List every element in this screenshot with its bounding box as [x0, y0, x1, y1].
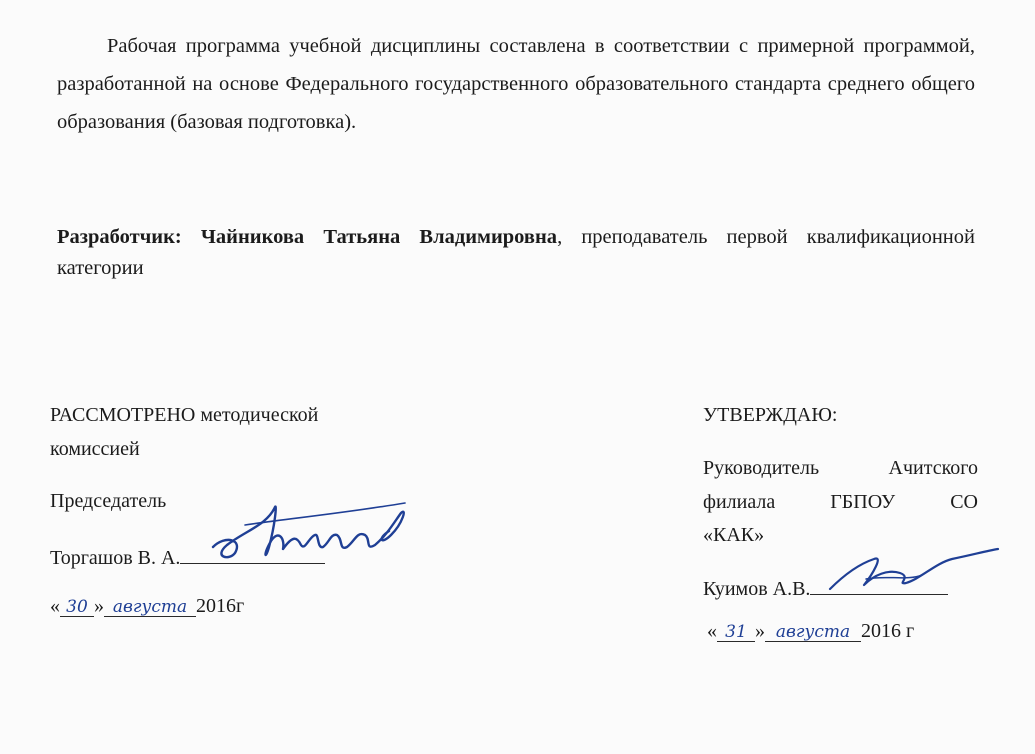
date-close-quote: »: [755, 620, 765, 642]
date-day: 30: [66, 597, 88, 617]
date-day-blank: [717, 622, 755, 642]
developer-label: Разработчик:: [57, 226, 182, 248]
date-open-quote: «: [50, 595, 60, 617]
approver-title-line-3: «КАК»: [703, 524, 765, 546]
date-month: августа: [775, 622, 851, 642]
chair-label: Председатель: [50, 490, 167, 512]
approver-word: филиала: [703, 491, 776, 513]
chair-signature: [205, 495, 415, 580]
date-year: 2016 г: [861, 620, 915, 642]
approval-date: [707, 620, 914, 643]
approver-word: СО: [950, 491, 978, 513]
date-day-blank: [60, 597, 94, 617]
chair-name: Торгашов В. А.: [50, 547, 181, 569]
date-open-quote: «: [707, 620, 717, 642]
head-signature: [826, 545, 1001, 595]
date-month-blank: [765, 622, 861, 642]
developer-name: Чайникова Татьяна Владимировна: [200, 226, 558, 248]
approver-word: Ачитского: [888, 457, 978, 479]
approver-word: Руководитель: [703, 457, 820, 479]
date-year: 2016г: [196, 595, 245, 617]
date-close-quote: »: [94, 595, 104, 617]
approve-heading: УТВЕРЖДАЮ:: [703, 404, 838, 426]
head-name: Куимов А.В.: [703, 578, 811, 600]
developer-paragraph: [57, 222, 975, 284]
approver-title-line-1: [703, 457, 978, 480]
reviewed-line-1: РАССМОТРЕНО методической: [50, 404, 319, 426]
approver-title-line-2: [703, 491, 978, 514]
developer-position: , преподаватель первой квалификационной категории: [57, 226, 975, 279]
reviewed-line-2: комиссией: [50, 438, 140, 460]
date-day: 31: [725, 622, 747, 642]
reviewed-date: [50, 595, 244, 618]
date-month-blank: [104, 597, 196, 617]
approver-word: ГБПОУ: [830, 491, 896, 513]
date-month: августа: [112, 597, 188, 617]
intro-paragraph: Рабочая программа учебной дисциплины составлена в соответствии с примерной программой, разработанной на основе Федерального государственного образовательного стандарта среднего общего образования (базовая подготовка).: [57, 35, 975, 133]
